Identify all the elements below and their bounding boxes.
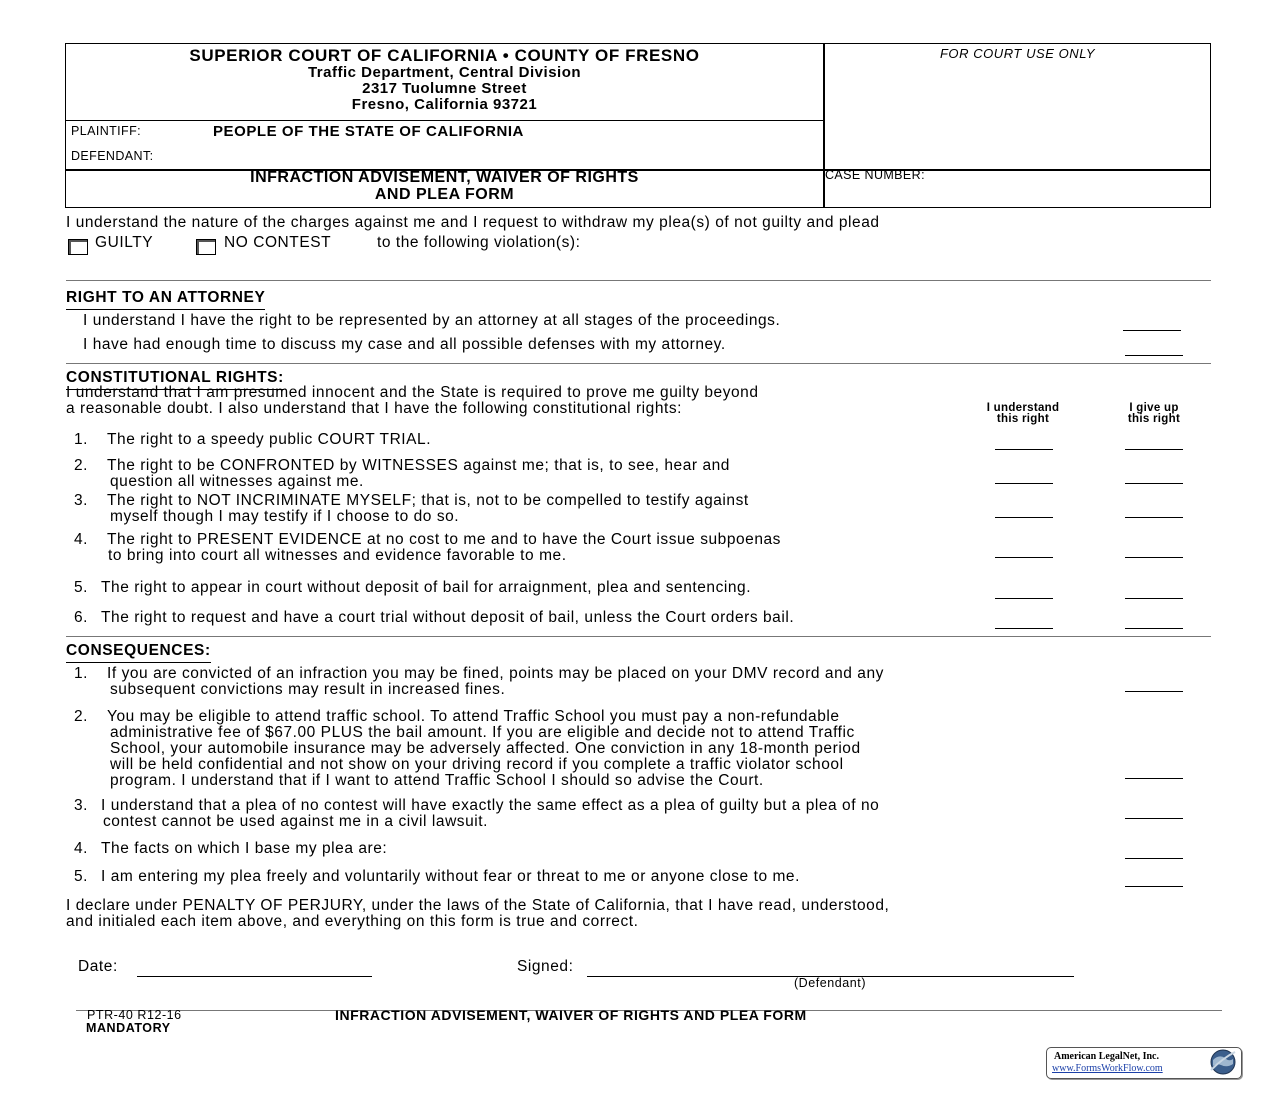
court-name: SUPERIOR COURT OF CALIFORNIA • COUNTY OF FRESNO	[189, 46, 700, 65]
consequence-3-line1: I understand that a plea of no contest will have exactly the same effect as a plea of guilty but a plea of no	[101, 797, 880, 814]
consequence-2-number: 2.	[74, 708, 89, 725]
consequence-3-initial[interactable]	[1125, 818, 1183, 819]
col-giveup-line2: this right	[1127, 413, 1181, 425]
form-title-line2: AND PLEA FORM	[374, 186, 515, 203]
section-divider-2	[66, 636, 1211, 637]
consequence-4-line1: The facts on which I base my plea are:	[101, 840, 388, 857]
right-3-number: 3.	[74, 492, 89, 509]
mandatory-label: MANDATORY	[86, 1021, 171, 1035]
col-understand-line2: this right	[996, 413, 1050, 425]
right-2-giveup-initial[interactable]	[1125, 483, 1183, 484]
right-1-text: The right to a speedy public COURT TRIAL.	[107, 431, 432, 448]
right-4-understand-initial[interactable]	[995, 557, 1053, 558]
no-contest-label: NO CONTEST	[224, 234, 332, 251]
attorney-item-2: I have had enough time to discuss my case and all possible defenses with my attorney.	[83, 336, 726, 353]
col-giveup-header	[1110, 403, 1198, 425]
plea-statement: I understand the nature of the charges against me and I request to withdraw my plea(s) of not guilty and plead	[66, 214, 880, 231]
consequence-2-line4: will be held confidential and not show on your driving record if you complete a traffic violator school	[110, 756, 844, 773]
declaration-line1: I declare under PENALTY OF PERJURY, under the laws of the State of California, that I have read, understood,	[66, 897, 890, 914]
constitutional-heading: CONSTITUTIONAL RIGHTS:	[66, 369, 284, 390]
right-6-understand-initial[interactable]	[995, 628, 1053, 629]
attorney-initial-2[interactable]	[1125, 355, 1183, 356]
constitutional-intro-1: I understand that I am presumed innocent and the State is required to prove me guilty beyond	[66, 384, 759, 401]
declaration-line2: and initialed each item above, and everything on this form is true and correct.	[66, 913, 639, 930]
form-title-line1: INFRACTION ADVISEMENT, WAIVER OF RIGHTS	[250, 169, 639, 186]
case-number-field[interactable]	[826, 182, 1209, 206]
violations-input[interactable]	[66, 256, 1211, 280]
court-street: 2317 Tuolumne Street	[362, 80, 527, 97]
attorney-initial-1[interactable]	[1123, 330, 1181, 331]
right-4-text: The right to PRESENT EVIDENCE at no cost to me and to have the Court issue subpoenas	[107, 531, 781, 548]
plea-following-text: to the following violation(s):	[377, 234, 581, 251]
right-4-giveup-initial[interactable]	[1125, 557, 1183, 558]
right-5-understand-initial[interactable]	[995, 598, 1053, 599]
footer-title: INFRACTION ADVISEMENT, WAIVER OF RIGHTS AND PLEA FORM	[335, 1007, 807, 1023]
section-divider-1	[66, 363, 1211, 364]
court-city: Fresno, California 93721	[351, 96, 538, 113]
right-2-text: The right to be CONFRONTED by WITNESSES against me; that is, to see, hear and	[107, 457, 730, 474]
right-1-number: 1.	[74, 431, 89, 448]
consequence-4-number: 4.	[74, 840, 89, 857]
right-3-text: The right to NOT INCRIMINATE MYSELF; that is, not to be compelled to testify against	[107, 492, 749, 509]
consequence-1-line1: If you are convicted of an infraction you may be fined, points may be placed on your DMV record and any	[107, 665, 884, 682]
attorney-item-1: I understand I have the right to be represented by an attorney at all stages of the proceedings.	[83, 312, 781, 329]
consequences-heading: CONSEQUENCES:	[66, 642, 211, 663]
defendant-label: DEFENDANT:	[71, 149, 154, 163]
right-3-text-cont: myself though I may testify if I choose to do so.	[110, 508, 460, 525]
right-2-understand-initial[interactable]	[995, 483, 1053, 484]
court-division: Traffic Department, Central Division	[307, 64, 582, 81]
logo-company-name: American LegalNet, Inc.	[1054, 1051, 1159, 1062]
plaintiff-label: PLAINTIFF:	[71, 124, 141, 138]
consequence-5-number: 5.	[74, 868, 89, 885]
consequence-2-line2: administrative fee of $67.00 PLUS the bail amount. If you are eligible and decide not to attend Traffic	[110, 724, 855, 741]
right-3-giveup-initial[interactable]	[1125, 517, 1183, 518]
no-contest-checkbox[interactable]	[196, 239, 216, 255]
violations-line	[66, 280, 1211, 281]
constitutional-intro-2: a reasonable doubt. I also understand that I have the following constitutional rights:	[66, 400, 683, 417]
right-6-number: 6.	[74, 609, 89, 626]
right-5-number: 5.	[74, 579, 89, 596]
consequence-1-number: 1.	[74, 665, 89, 682]
consequence-2-line1: You may be eligible to attend traffic school. To attend Traffic School you must pay a non-refundable	[107, 708, 840, 725]
right-1-giveup-initial[interactable]	[1125, 449, 1183, 450]
consequence-2-initial[interactable]	[1125, 778, 1183, 779]
header-divider-address	[65, 120, 824, 121]
attorney-heading: RIGHT TO AN ATTORNEY	[66, 289, 265, 310]
col-understand-header	[975, 403, 1071, 425]
consequence-1-initial[interactable]	[1125, 691, 1183, 692]
right-1-understand-initial[interactable]	[995, 449, 1053, 450]
form-number: PTR-40 R12-16	[87, 1008, 182, 1022]
consequence-5-line1: I am entering my plea freely and voluntarily without fear or threat to me or anyone close to me.	[101, 868, 800, 885]
forms-workflow-logo[interactable]	[1046, 1047, 1242, 1079]
right-5-text: The right to appear in court without deposit of bail for arraignment, plea and sentencing.	[101, 579, 752, 596]
guilty-checkbox[interactable]	[68, 239, 88, 255]
right-2-text-cont: question all witnesses against me.	[110, 473, 364, 490]
consequence-2-line5: program. I understand that if I want to attend Traffic School I should so advise the Court.	[110, 772, 764, 789]
right-6-giveup-initial[interactable]	[1125, 628, 1183, 629]
right-4-number: 4.	[74, 531, 89, 548]
consequence-5-initial[interactable]	[1125, 886, 1183, 887]
consequence-1-line2: subsequent convictions may result in increased fines.	[110, 681, 506, 698]
consequence-3-number: 3.	[74, 797, 89, 814]
right-3-understand-initial[interactable]	[995, 517, 1053, 518]
consequence-2-line3: School, your automobile insurance may be adversely affected. One conviction in any 18-month period	[110, 740, 861, 757]
col-giveup-line1: I give up	[1129, 402, 1179, 414]
court-use-only-label: FOR COURT USE ONLY	[939, 46, 1096, 61]
right-5-giveup-initial[interactable]	[1125, 598, 1183, 599]
defendant-caption: (Defendant)	[793, 976, 867, 990]
case-number-label: CASE NUMBER:	[825, 168, 925, 182]
right-6-text: The right to request and have a court trial without deposit of bail, unless the Court orders bail.	[101, 609, 795, 626]
date-input-line[interactable]	[137, 976, 372, 977]
col-understand-line1: I understand	[986, 402, 1060, 414]
right-2-number: 2.	[74, 457, 89, 474]
guilty-label: GUILTY	[95, 234, 154, 251]
consequence-3-line2: contest cannot be used against me in a civil lawsuit.	[103, 813, 488, 830]
logo-url[interactable]: www.FormsWorkFlow.com	[1052, 1063, 1163, 1074]
date-label: Date:	[78, 958, 118, 975]
plaintiff-value: PEOPLE OF THE STATE OF CALIFORNIA	[213, 123, 524, 140]
consequence-4-initial[interactable]	[1125, 858, 1183, 859]
signed-label: Signed:	[517, 958, 574, 975]
globe-icon	[1209, 1048, 1237, 1076]
right-4-text-cont: to bring into court all witnesses and evidence favorable to me.	[108, 547, 567, 564]
